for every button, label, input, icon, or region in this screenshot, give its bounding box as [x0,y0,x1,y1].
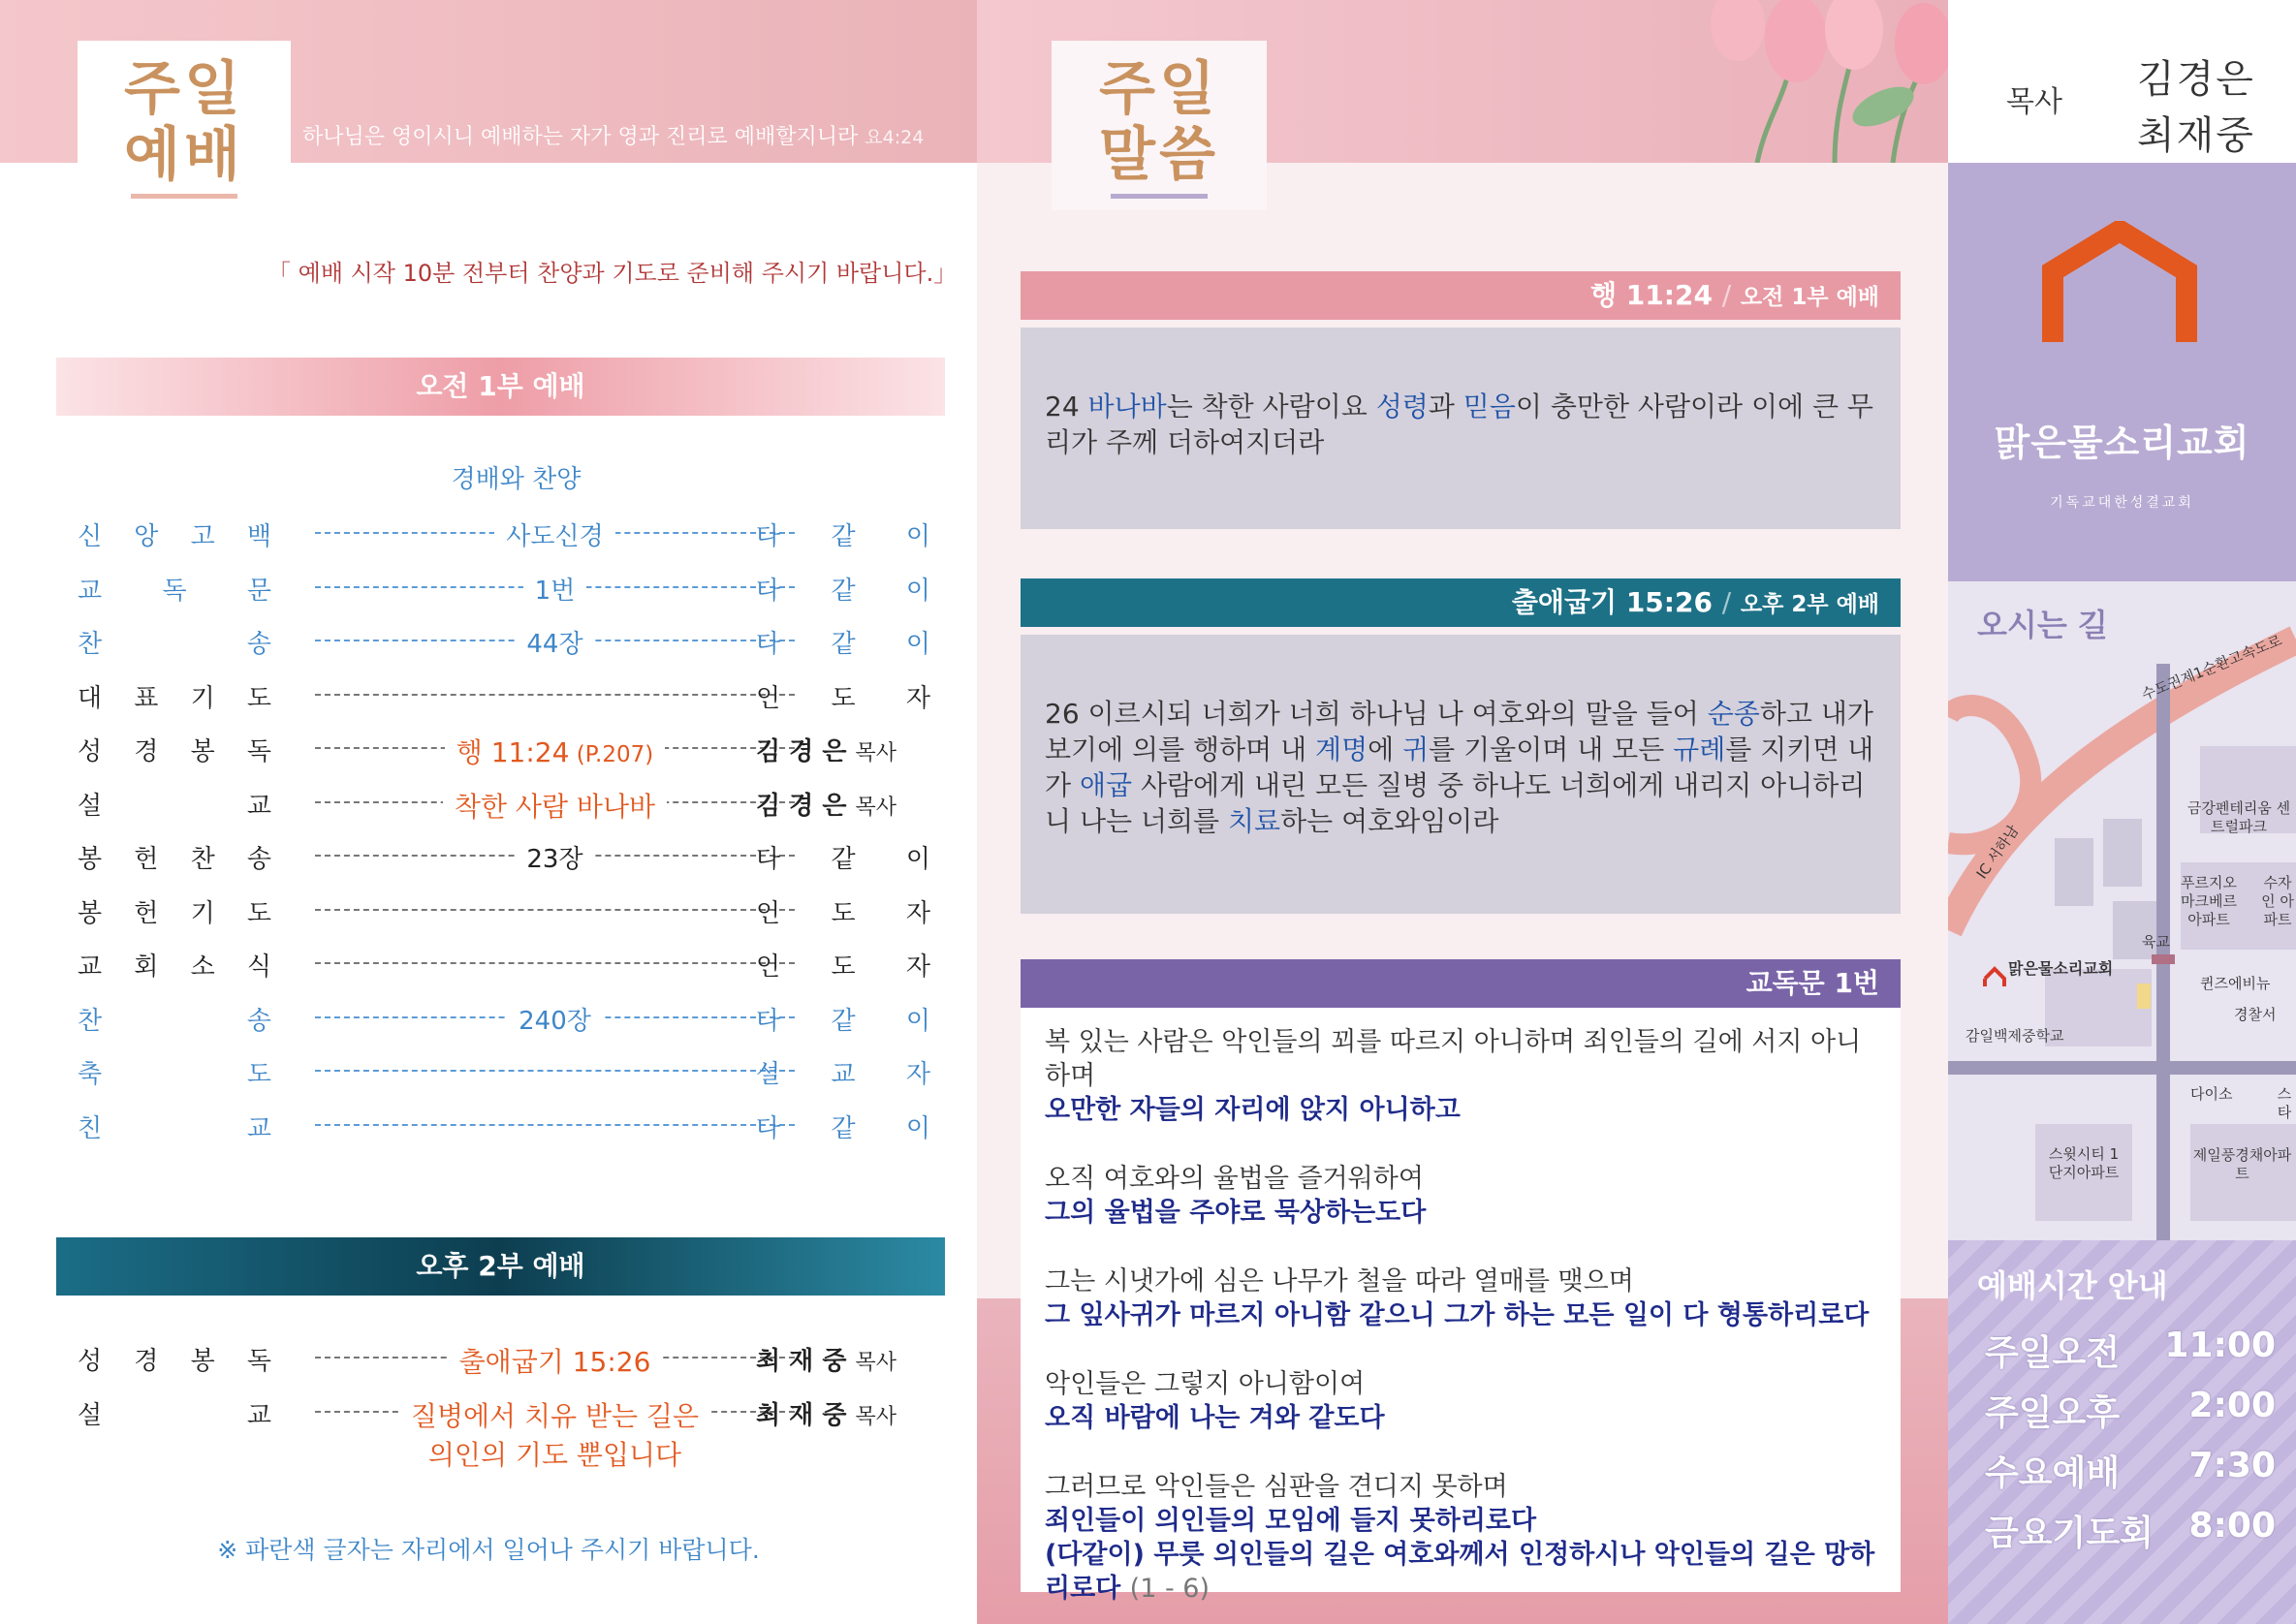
order-label [78,624,271,660]
order-label [78,786,271,822]
leader-title: 목사 [855,741,897,765]
order-label-char: 앙 [134,522,159,551]
order-leader-char: 자 [905,1060,930,1089]
verse-text: 는 착한 사람이요 [1166,390,1376,422]
verse-text: 를 기울이며 내 모든 [1429,734,1674,765]
order-label-char: 헌 [134,898,159,928]
reading-stanza [1045,1367,1876,1435]
leader-title: 목사 [855,1405,897,1429]
order-leader [756,1109,930,1144]
order-row [78,732,930,770]
order-leader-char: 자 [905,953,930,982]
time-row [1985,1506,2276,1555]
times-title: 예배시간 안내 [1977,1267,2168,1304]
directions-map [1948,581,2296,1240]
order-label [78,1395,271,1431]
order-leader-char: 이 [905,522,930,551]
sermon-title-box [1052,41,1267,210]
map-label-apt1: 푸르지오 마크베르 아파트 [2181,874,2237,928]
order-leader [756,624,930,660]
order-label [78,1341,271,1377]
passage1-text [1021,328,1901,529]
worship-title-line2: 예배 [124,121,244,189]
order-label-char: 성 [78,1347,103,1376]
order-label-char: 도 [246,1060,271,1089]
order-label-char: 교 [246,1113,271,1143]
order-item [315,516,795,552]
verse-text: 과 [1428,390,1463,422]
order-leader-char: 교 [831,1060,856,1089]
order-label-char: 경 [134,737,159,766]
verse-text: 를 지키면 내가 [1045,734,1874,801]
order-label-char: 소 [190,953,215,982]
passage2-service: 오후 2부 예배 [1740,592,1879,617]
order-label [78,571,271,607]
time-value: 8:00 [2188,1506,2276,1546]
passage1-service: 오전 1부 예배 [1740,285,1879,310]
map-label-daiso: 다이소 [2190,1085,2233,1103]
time-name: 금요기도회 [1985,1514,2154,1553]
order-leader [756,786,930,822]
keyword: 귀 [1402,734,1430,765]
order-leader-char: 인 [756,683,781,713]
map-label-apt2: 수자인 아파트 [2261,874,2294,928]
map-label-school: 감일백제중학교 [1966,1027,2064,1045]
order-leader-char: 다 [756,845,781,874]
map-label-police: 경찰서 [2234,1006,2277,1023]
passage2-header: 출애굽기 15:26 / 오후 2부 예배 [1021,578,1901,627]
order-item-text: 출애굽기 15:26 [448,1346,663,1378]
title-underline [1111,194,1208,199]
order-item [315,1341,795,1380]
order-leader [756,893,930,929]
order-leader-char: 인 [756,953,781,982]
congregation-line: 오직 바람에 나는 겨와 같도다 [1045,1403,1385,1433]
order-label-char: 봉 [78,898,103,928]
time-name: 수요예배 [1985,1453,2121,1493]
order-label [78,732,271,767]
reading-stanza [1045,1265,1876,1332]
order-leader [756,1395,930,1431]
order-label-char: 축 [78,1060,103,1089]
order-item [315,624,795,660]
leader-line: 오직 여호와의 율법을 즐거워하여 [1045,1164,1424,1194]
leader-name: 최 재 중 [756,1401,856,1430]
verse-text: 26 이르시되 너희가 너희 하나님 나 여호와의 말을 들어 [1045,698,1708,730]
church-info-panel [1948,0,2296,1624]
map-label-queens: 퀸즈에비뉴 [2200,975,2271,992]
order-row [78,947,930,985]
map-label-highway: 수도권제1순환고속도로 [2139,631,2285,704]
service-times [1948,1240,2296,1624]
directions-title: 오시는 길 [1977,607,2108,643]
order-leader-char: 이 [905,1006,930,1036]
order-dash [315,909,795,911]
order-dash [315,1070,795,1072]
order-leader [756,947,930,983]
order-label-char: 대 [78,683,103,713]
order-item-text: 23장 [515,845,594,874]
order-leader-char: 이 [905,1113,930,1143]
time-row [1985,1326,2276,1375]
keyword: 계명 [1315,734,1368,765]
notice-text: 「 예배 시작 10분 전부터 찬양과 기도로 준비해 주시기 바랍니다.」 [267,260,958,287]
order-item-text: 질병에서 치유 받는 길은 [399,1400,710,1432]
time-name: 주일오후 [1985,1393,2121,1433]
verse-text: 하는 여호와임이라 [1280,805,1499,837]
congregation-line: 오만한 자들의 자리에 앉지 아니하고 [1045,1095,1461,1125]
order-label [78,839,271,875]
time-value: 2:00 [2188,1386,2276,1425]
order-leader-char: 같 [831,1006,856,1036]
order-leader-char: 같 [831,522,856,551]
reading-stanza [1045,1470,1876,1606]
leader-line: 복 있는 사람은 악인들의 꾀를 따르지 아니하며 죄인들의 길에 서지 아니하며 [1045,1027,1862,1091]
order-label-char: 봉 [78,845,103,874]
title-underline [131,194,237,199]
order-leader-char: 도 [831,898,856,928]
order-item-text: 240장 [507,1007,603,1036]
order-leader [756,1341,930,1377]
pastor-name-2: 최재중 [2137,113,2255,158]
verse-text: 하고 내가 보기에 의를 행하며 내 [1045,698,1873,765]
unison-line: (다같이) 무릇 의인들의 길은 여호와께서 인정하시나 악인들의 길은 망하리로다 [1045,1540,1875,1604]
order-leader [756,516,930,552]
order-label-char: 교 [78,576,103,606]
order-leader-char: 다 [756,630,781,659]
header-verse-ref: 요4:24 [865,127,925,148]
order-dash [315,1124,795,1126]
order-label-char: 식 [246,953,271,982]
order-item [315,786,795,825]
order-leader [756,732,930,767]
order-row [78,786,930,825]
keyword: 규례 [1673,734,1726,765]
order-label-char: 송 [246,1006,271,1036]
order-label-char: 백 [246,522,271,551]
order-leader-char: 이 [905,630,930,659]
order-leader-char: 같 [831,1113,856,1143]
order-leader-char: 이 [905,576,930,606]
order-item-text: 의인의 기도 뿐입니다 [417,1439,693,1471]
order-row [78,1341,930,1380]
church-logo-area [1948,163,2296,581]
order-label-char: 친 [78,1113,103,1143]
footnote: ※ 파란색 글자는 자리에서 일어나 주시기 바랍니다. [217,1536,760,1564]
church-name: 맑은물소리교회 [1994,422,2250,464]
order-item-text: 44장 [515,630,594,659]
order-label-char: 독 [162,576,187,606]
congregation-line: 그의 율법을 주야로 묵상하는도다 [1045,1198,1427,1228]
keyword: 성령 [1375,390,1429,422]
order-item-text: 1번 [523,577,587,606]
order-label-char: 찬 [78,1006,103,1036]
order-row [78,1395,930,1471]
order-label-char: 신 [78,522,103,551]
order-label-char: 교 [246,791,271,821]
order-item [315,1395,795,1473]
order-row [78,1109,930,1147]
order-label-char: 경 [134,1347,159,1376]
pastor-name-1: 김경은 [2137,57,2255,102]
time-value: 7:30 [2188,1446,2276,1485]
time-name: 주일오전 [1985,1333,2121,1373]
congregation-line: 그 잎사귀가 마르지 아니함 같으니 그가 하는 모든 일이 다 형통하리로다 [1045,1300,1870,1330]
order-leader-char: 이 [905,845,930,874]
leader-line: 악인들은 그렇지 아니함이여 [1045,1369,1366,1399]
map-label-ic: IC 서하남 [1972,822,2023,883]
order-leader-char: 인 [756,898,781,928]
order-label-char: 설 [78,1401,103,1430]
church-roof-icon [2035,221,2205,342]
order-dash [315,694,795,696]
passage2-ref: 출애굽기 15:26 [1511,586,1713,618]
map-label-church: 맑은물소리교회 [2008,959,2114,978]
pastor-label: 목사 [2006,85,2062,119]
order-row [78,893,930,932]
order-label [78,1001,271,1037]
order-row [78,1001,930,1040]
order-label-char: 봉 [190,1347,215,1376]
leader-name: 최 재 중 [756,1347,856,1376]
pastor-box [1948,0,2296,163]
leader-title: 목사 [855,795,897,820]
order-item [315,732,795,770]
denomination: 기독교대한성결교회 [2050,495,2194,511]
worship-title-line1: 주일 [124,55,244,123]
map-label-star: 스타 [2277,1085,2292,1121]
sermon-title-line2: 말씀 [1099,121,1219,189]
worship-order-panel [0,0,977,1624]
order-leader [756,1054,930,1090]
order-label-char: 도 [246,683,271,713]
sermon-panel [977,0,1948,1624]
reading-ref: (1 - 6) [1129,1574,1210,1604]
order-row [78,516,930,555]
passage1-ref: 행 11:24 [1590,279,1713,311]
order-label [78,516,271,552]
keyword: 믿음 [1463,390,1516,422]
order-leader [756,839,930,875]
order-label-char: 문 [246,576,271,606]
order-leader-char: 도 [831,953,856,982]
service2-title: 오후 2부 예배 [56,1237,945,1296]
order-label-char: 교 [78,953,103,982]
order-item-note: (P.207) [569,742,654,767]
order-label-char: 회 [134,953,159,982]
keyword: 치료 [1228,805,1281,837]
order-label-char: 도 [246,898,271,928]
order-leader-char: 자 [905,683,930,713]
reading-stanza [1045,1162,1876,1230]
leader-line: 그러므로 악인들은 심판을 견디지 못하며 [1045,1472,1508,1502]
order-leader-char: 같 [831,630,856,659]
order-label-char: 표 [134,683,159,713]
congregation-line: 죄인들이 의인들의 모임에 들지 못하리로다 [1045,1506,1537,1536]
responsive-reading [1021,1008,1901,1604]
verse-text: 24 [1045,390,1088,422]
order-label [78,1109,271,1144]
order-label [78,1054,271,1090]
order-label-char: 헌 [134,845,159,874]
order-label-char: 찬 [78,630,103,659]
order-leader-char: 다 [756,576,781,606]
time-row [1985,1386,2276,1435]
order-leader [756,571,930,607]
keyword: 애굽 [1079,769,1133,801]
worship-title-box [78,41,291,210]
order-leader-char: 같 [831,576,856,606]
order-item [315,839,795,875]
order-label-char: 설 [78,791,103,821]
order-row [78,571,930,609]
verse-text: 에 [1368,734,1403,765]
verse-text: 사람에게 내린 모든 질병 중 하나도 너희에게 내리지 아니하리니 나는 너희를 [1045,769,1866,837]
service1-title: 오전 1부 예배 [56,358,945,416]
map-graphic [1948,581,2296,1240]
order-leader-char: 자 [905,898,930,928]
order-label-char: 찬 [190,845,215,874]
order-label [78,947,271,983]
order-item-text: 행 11:24 (P.207) [445,736,665,768]
order-item [315,1001,795,1037]
order-leader [756,678,930,714]
order-label-char: 기 [190,898,215,928]
order-item [315,571,795,607]
order-label-char: 고 [190,522,215,551]
map-label-swit: 스윗시티 1단지아파트 [2048,1145,2120,1181]
time-value: 11:00 [2164,1326,2276,1365]
order-dash [315,962,795,964]
header-verse [302,120,924,150]
reading-header: 교독문 1번 [1021,959,1901,1008]
tulip-decoration [1699,0,1948,163]
order-label-char: 성 [78,737,103,766]
map-label-jeil: 제일풍경채아파트 [2192,1146,2292,1182]
order-leader [756,1001,930,1037]
service1-subtitle: 경배와 찬양 [451,465,582,494]
leader-name: 김 경 은 [756,791,856,821]
order-label-char: 송 [246,845,271,874]
verse-text: 이 충만한 사람이라 이에 큰 무리가 주께 더하여지더라 [1045,390,1873,458]
order-item-text: 착한 사람 바나바 [443,791,667,823]
order-label [78,678,271,714]
order-leader-char: 도 [831,683,856,713]
order-label-char: 기 [190,683,215,713]
order-row [78,1054,930,1093]
header-verse-text: 하나님은 영이시니 예배하는 자가 영과 진리로 예배할지니라 [302,125,859,149]
order-label [78,893,271,929]
keyword: 바나바 [1087,390,1167,422]
keyword: 순종 [1707,698,1760,730]
order-label-char: 독 [246,1347,271,1376]
order-row [78,624,930,663]
passage1-header: 행 11:24 / 오전 1부 예배 [1021,271,1901,320]
reading-stanza [1045,1025,1876,1127]
order-leader-char: 다 [756,522,781,551]
time-row [1985,1446,2276,1495]
map-label-center: 금강펜테리움 센트럴파크 [2186,799,2291,835]
order-leader-char: 다 [756,1113,781,1143]
order-item-text: 사도신경 [494,522,614,551]
order-label-char: 봉 [190,737,215,766]
order-leader-char: 같 [831,845,856,874]
leader-line: 그는 시냇가에 심은 나무가 철을 따라 열매를 맺으며 [1045,1266,1634,1296]
sermon-title-line1: 주일 [1099,55,1219,123]
order-label-char: 독 [246,737,271,766]
order-row [78,839,930,878]
order-leader-char: 설 [756,1060,781,1089]
order-row [78,678,930,717]
leader-title: 목사 [855,1351,897,1375]
order-label-char: 송 [246,630,271,659]
passage2-text [1021,635,1901,914]
order-leader-char: 다 [756,1006,781,1036]
order-label-char: 교 [246,1401,271,1430]
leader-name: 김 경 은 [756,737,856,766]
map-label-bridge: 육교 [2142,933,2170,951]
